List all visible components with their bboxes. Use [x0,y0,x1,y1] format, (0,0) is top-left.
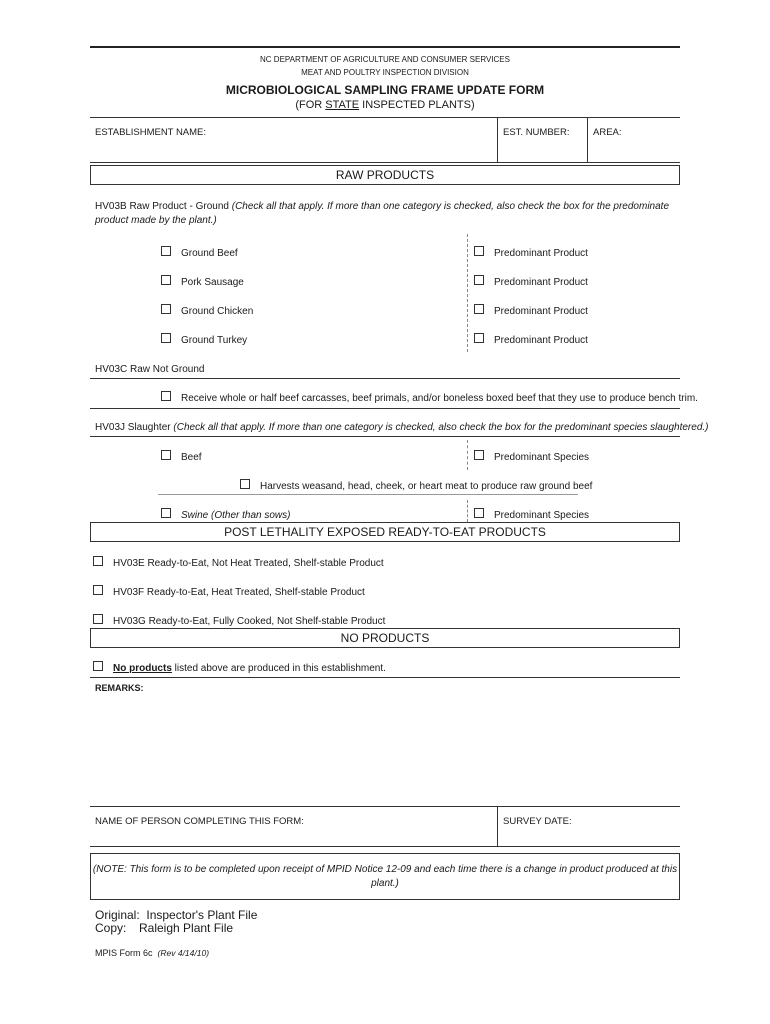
bench-trim-label: Receive whole or half beef carcasses, beef primals, and/or boneless boxed beef that they use to produce bench trim. [181,393,698,404]
pork-sausage-checkbox[interactable] [161,275,171,285]
note-text: (NOTE: This form is to be completed upon receipt of MPID Notice 12-09 and each time there is a change in product produced at this plant.) [92,864,678,889]
est-number-field[interactable]: EST. NUMBER: [503,127,570,138]
division-name: MEAT AND POULTRY INSPECTION DIVISION [301,68,469,77]
harvest-label: Harvests weasand, head, cheek, or heart meat to produce raw ground beef [260,481,593,492]
beef-predominant-checkbox[interactable] [474,450,484,460]
ground-beef-predominant-checkbox[interactable] [474,246,484,256]
hv03e-label: HV03E Ready-to-Eat, Not Heat Treated, Shelf-stable Product [113,558,384,569]
beef-label: Beef [181,452,202,463]
area-field[interactable]: AREA: [593,127,622,138]
person-row-bottom [90,846,680,847]
rte-heading: POST LETHALITY EXPOSED READY-TO-EAT PRODUCTS [90,522,680,542]
person-divider [497,806,498,846]
ground-turkey-predominant-checkbox[interactable] [474,333,484,343]
ground-beef-predominant-label: Predominant Product [494,248,588,259]
copy-label: Copy: [95,921,127,935]
no-products-label [113,663,386,674]
hv03c-bottom-rule [90,408,680,409]
est-row-bottom [90,162,680,163]
harvest-rule [158,494,578,495]
hv03c-rule [90,378,680,379]
form-revision: (Rev 4/14/10) [157,948,210,958]
no-products-bold: No products [113,663,172,674]
hv03g-checkbox[interactable] [93,614,103,624]
beef-checkbox[interactable] [161,450,171,460]
hv03b-title: HV03B Raw Product - Ground [95,201,232,212]
survey-date-field[interactable]: SURVEY DATE: [503,816,572,827]
subtitle-prefix: (FOR [295,99,326,111]
ground-chicken-predominant-checkbox[interactable] [474,304,484,314]
swine-label: Swine (Other than sows) [181,510,291,521]
form-id-line [95,948,209,958]
hv03j-title: HV03J Slaughter [95,422,174,433]
copy-value: Raleigh Plant File [139,921,234,935]
pork-sausage-predominant-checkbox[interactable] [474,275,484,285]
hv03c-label: HV03C Raw Not Ground [95,364,205,375]
no-products-heading: NO PRODUCTS [90,628,680,648]
ground-chicken-label: Ground Chicken [181,306,254,317]
ground-turkey-label: Ground Turkey [181,335,248,346]
swine-predominant-checkbox[interactable] [474,508,484,518]
ground-divider [467,234,468,352]
ground-beef-label: Ground Beef [181,248,238,259]
no-products-rule [90,677,680,678]
establishment-name-field[interactable]: ESTABLISHMENT NAME: [95,127,207,138]
form-subtitle [90,99,680,111]
beef-predominant-label: Predominant Species [494,452,590,463]
top-rule [90,46,680,48]
original-label: Original: [95,908,140,922]
note-box [90,853,680,900]
form-id: MPIS Form 6c [95,948,153,958]
hv03b-label [95,200,670,228]
hv03j-label [95,422,709,433]
hv03j-rule [90,436,680,437]
no-products-rest: listed above are produced in this establishment. [171,663,386,674]
original-line [95,908,257,922]
est-divider-1 [497,117,498,162]
bench-trim-checkbox[interactable] [161,391,171,401]
pork-sausage-predominant-label: Predominant Product [494,277,588,288]
pork-sausage-label: Pork Sausage [181,277,244,288]
hv03j-note: (Check all that apply. If more than one category is checked, also check the box for the predominant species slaughtered.) [173,422,709,433]
agency-name: NC DEPARTMENT OF AGRICULTURE AND CONSUMER SERVICES [260,55,510,64]
hv03g-label: HV03G Ready-to-Eat, Fully Cooked, Not Shelf-stable Product [113,616,386,627]
ground-turkey-checkbox[interactable] [161,333,171,343]
hv03f-label: HV03F Ready-to-Eat, Heat Treated, Shelf-stable Product [113,587,365,598]
remarks-label: REMARKS: [95,683,144,693]
raw-products-heading: RAW PRODUCTS [90,165,680,185]
copy-line [95,921,233,935]
swine-checkbox[interactable] [161,508,171,518]
subtitle-suffix: INSPECTED PLANTS) [359,99,475,111]
ground-turkey-predominant-label: Predominant Product [494,335,588,346]
hv03f-checkbox[interactable] [93,585,103,595]
original-value: Inspector's Plant File [146,908,258,922]
swine-predominant-label: Predominant Species [494,510,590,521]
hv03e-checkbox[interactable] [93,556,103,566]
est-divider-2 [587,117,588,162]
form-title: MICROBIOLOGICAL SAMPLING FRAME UPDATE FORM [225,83,545,97]
swine-divider [467,500,468,522]
harvest-checkbox[interactable] [240,479,250,489]
person-row-top [90,806,680,807]
hv03b-note: (Check all that apply. If more than one category is checked, also check the box for the predominate product made by the plant.) [95,201,670,226]
subtitle-state: STATE [325,99,360,111]
no-products-checkbox[interactable] [93,661,103,671]
ground-chicken-checkbox[interactable] [161,304,171,314]
ground-beef-checkbox[interactable] [161,246,171,256]
remarks-area[interactable] [90,696,680,802]
ground-chicken-predominant-label: Predominant Product [494,306,588,317]
beef-divider [467,440,468,470]
est-row-top [90,117,680,118]
person-name-field[interactable]: NAME OF PERSON COMPLETING THIS FORM: [95,816,304,827]
